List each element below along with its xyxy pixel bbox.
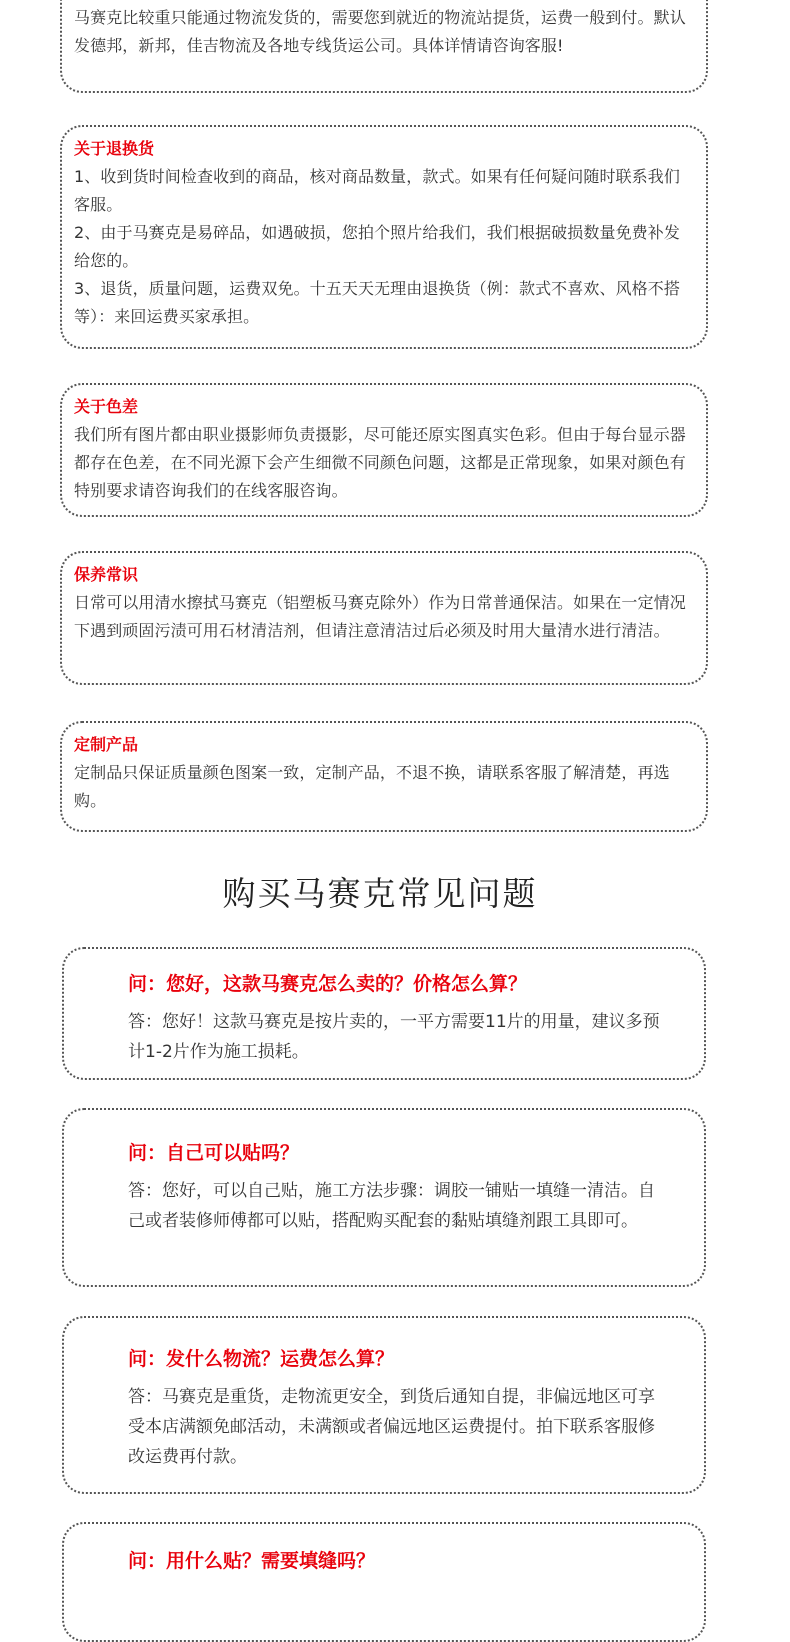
faq-card [62, 1108, 706, 1287]
shipping-info-card [60, 0, 708, 93]
color-difference-text: 我们所有图片都由职业摄影师负责摄影，尽可能还原实图真实色彩。但由于每台显示器都存在色差，在不同光源下会产生细微不同颜色问题，这都是正常现象，如果对颜色有特别要求请咨询我们的在线客服咨询。 [74, 425, 686, 500]
custom-products-card [60, 721, 708, 832]
faq-card [62, 1316, 706, 1494]
custom-products-text: 定制品只保证质量颜色图案一致，定制产品，不退不换，请联系客服了解清楚，再选购。 [74, 763, 670, 810]
faq-question: 问：您好，这款马赛克怎么卖的？价格怎么算？ [128, 973, 528, 995]
color-difference-heading: 关于色差 [74, 397, 139, 416]
custom-products-heading: 定制产品 [74, 735, 139, 754]
color-difference-card [60, 383, 708, 517]
faq-section-title: 购买马赛克常见问题 [222, 874, 538, 913]
faq-question: 问：发什么物流？运费怎么算？ [128, 1348, 395, 1370]
care-tips-card [60, 551, 708, 685]
faq-card [62, 1522, 706, 1642]
returns-line-1: 1、收到货时间检查收到的商品，核对商品数量，款式。如果有任何疑问随时联系我们客服。 [74, 167, 680, 214]
faq-question: 问：自己可以贴吗？ [128, 1142, 300, 1164]
faq-answer: 答：您好，可以自己贴，施工方法步骤：调胶一铺贴一填缝一清洁。自己或者装修师傅都可以贴，搭配购买配套的黏贴填缝剂跟工具即可。 [128, 1181, 655, 1231]
returns-line-3: 3、退货，质量问题，运费双免。十五天天无理由退换货（例：款式不喜欢、风格不搭等）：来回运费买家承担。 [74, 279, 680, 326]
faq-answer: 答：您好！这款马赛克是按片卖的，一平方需要11片的用量，建议多预计1-2片作为施工损耗。 [128, 1012, 660, 1062]
faq-question: 问：用什么贴？需要填缝吗？ [128, 1550, 376, 1572]
faq-card [62, 947, 706, 1080]
faq-answer: 答：马赛克是重货，走物流更安全，到货后通知自提，非偏远地区可享受本店满额免邮活动，未满额或者偏远地区运费提付。拍下联系客服修改运费再付款。 [128, 1387, 655, 1467]
care-tips-heading: 保养常识 [74, 565, 139, 584]
returns-heading: 关于退换货 [74, 139, 155, 158]
shipping-info-text: 马赛克比较重只能通过物流发货的，需要您到就近的物流站提货，运费一般到付。默认发德邦，新邦，佳吉物流及各地专线货运公司。具体详情请咨询客服! [74, 8, 686, 55]
returns-info-card [60, 125, 708, 349]
care-tips-text: 日常可以用清水擦拭马赛克（铝塑板马赛克除外）作为日常普通保洁。如果在一定情况下遇到顽固污渍可用石材清洁剂，但请注意清洁过后必须及时用大量清水进行清洁。 [74, 593, 686, 640]
returns-line-2: 2、由于马赛克是易碎品，如遇破损，您拍个照片给我们，我们根据破损数量免费补发给您的。 [74, 223, 680, 270]
